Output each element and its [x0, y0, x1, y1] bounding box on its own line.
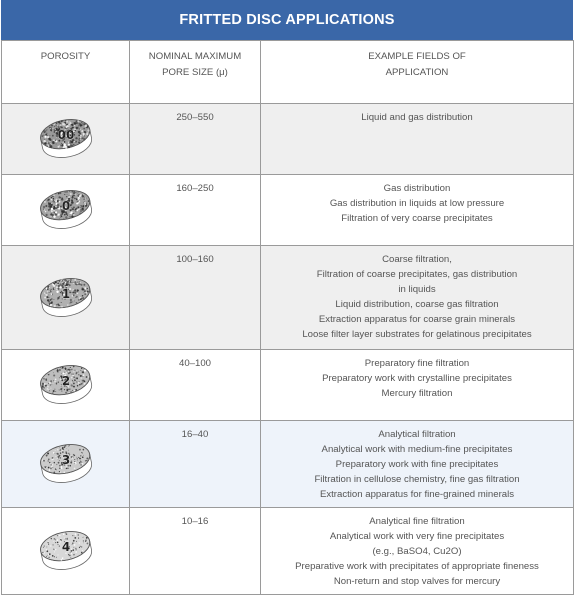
application-line: Analytical fine filtration: [369, 516, 465, 527]
application-line: Preparatory work with crystalline precipitates: [322, 373, 512, 384]
application-line: Gas distribution: [383, 183, 451, 194]
fritted-disc-icon: [36, 116, 96, 162]
porosity-grade-label: 3: [61, 453, 70, 467]
pore-size-cell: 16–40: [130, 421, 261, 508]
pore-size-cell: 40–100: [130, 350, 261, 421]
header-fields: [261, 41, 574, 104]
application-line: Gas distribution in liquids at low pressure: [329, 198, 505, 209]
application-line: Preparative work with precipitates of appropriate fineness: [295, 561, 539, 572]
application-line: in liquids: [398, 284, 436, 295]
application-line: Analytical work with medium-fine precipitates: [321, 444, 513, 455]
table-row: [2, 421, 574, 508]
application-line: Extraction apparatus for fine-grained minerals: [319, 489, 515, 500]
application-line: Extraction apparatus for coarse grain minerals: [318, 314, 516, 325]
pore-size-cell: 160–250: [130, 175, 261, 246]
header-pore-size: [130, 41, 261, 104]
applications-cell: [261, 175, 574, 246]
fritted-disc-table: [1, 40, 574, 595]
fritted-disc-icon: [36, 362, 96, 408]
table-row: [2, 175, 574, 246]
header-fields-line1: EXAMPLE FIELDS OF: [368, 51, 466, 62]
application-line: Filtration of very coarse precipitates: [341, 213, 493, 224]
application-line: Filtration in cellulose chemistry, fine gas filtration: [314, 474, 520, 485]
fritted-disc-icon: [36, 187, 96, 233]
porosity-grade-label: 1: [61, 286, 70, 301]
pore-size-cell: 10–16: [130, 508, 261, 595]
porosity-cell: [2, 175, 130, 246]
porosity-cell: [2, 246, 130, 350]
header-pore-size-line1: NOMINAL MAXIMUM: [148, 51, 242, 62]
applications-cell: [261, 350, 574, 421]
application-line: Preparatory fine filtration: [364, 358, 470, 369]
fritted-disc-icon: [36, 275, 96, 321]
header-pore-size-line2: PORE SIZE (μ): [162, 67, 228, 78]
application-line: Analytical filtration: [378, 429, 456, 440]
application-line: Mercury filtration: [381, 388, 453, 399]
porosity-grade-label: 4: [61, 540, 70, 554]
pore-size-cell: 100–160: [130, 246, 261, 350]
porosity-grade-label: 2: [61, 374, 70, 388]
fritted-disc-icon: [36, 528, 96, 574]
applications-cell: [261, 104, 574, 175]
table-row: [2, 508, 574, 595]
application-line: Preparatory work with fine precipitates: [335, 459, 499, 470]
fritted-disc-table-panel: [1, 0, 573, 595]
porosity-grade-label: 0: [61, 199, 70, 213]
application-line: Analytical work with very fine precipitates: [329, 531, 505, 542]
application-line: Non-return and stop valves for mercury: [333, 576, 501, 587]
application-line: Loose filter layer substrates for gelatinous precipitates: [302, 329, 532, 340]
application-line: (e.g., BaSO4, Cu2O): [372, 546, 462, 557]
fritted-disc-icon: [36, 441, 96, 487]
porosity-cell: [2, 104, 130, 175]
header-porosity: [2, 41, 130, 104]
porosity-cell: [2, 350, 130, 421]
applications-cell: [261, 421, 574, 508]
application-line: Coarse filtration,: [382, 254, 452, 265]
porosity-cell: [2, 508, 130, 595]
application-line: Liquid and gas distribution: [361, 112, 473, 123]
header-row: [2, 41, 574, 104]
pore-size-cell: 250–550: [130, 104, 261, 175]
table-row: [2, 246, 574, 350]
applications-cell: [261, 508, 574, 595]
header-porosity-label: POROSITY: [40, 51, 91, 62]
header-fields-line2: APPLICATION: [385, 67, 449, 78]
table-row: [2, 350, 574, 421]
application-line: Filtration of coarse precipitates, gas distribution: [316, 269, 518, 280]
porosity-cell: [2, 421, 130, 508]
application-line: Liquid distribution, coarse gas filtration: [335, 299, 499, 310]
table-title: FRITTED DISC APPLICATIONS: [1, 0, 573, 40]
applications-cell: [261, 246, 574, 350]
porosity-grade-label: 00: [57, 128, 74, 142]
table-row: [2, 104, 574, 175]
